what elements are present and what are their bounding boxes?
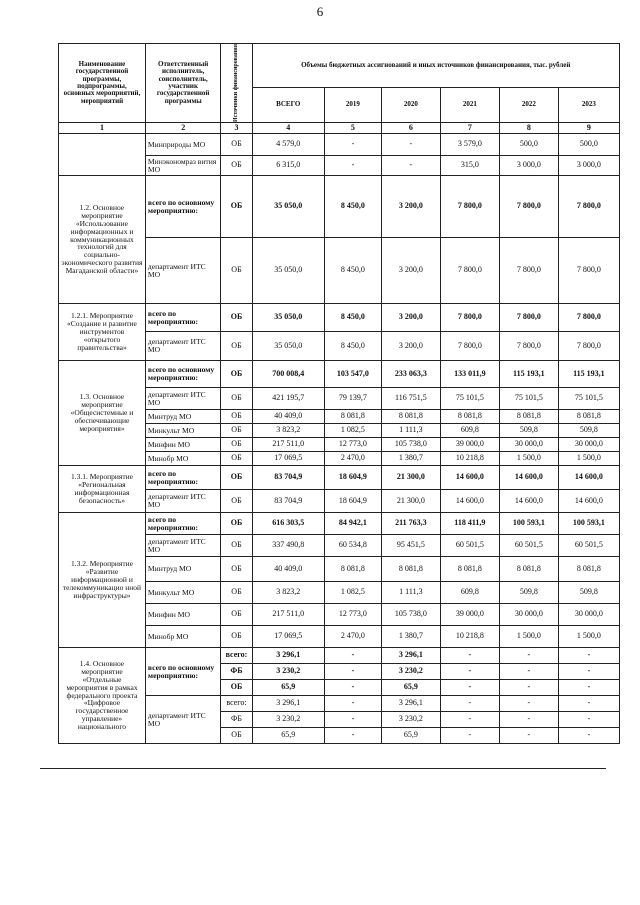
value-cell: 3 296,1 [252,696,324,712]
value-cell: 3 230,2 [252,712,324,728]
value-cell: 21 300,0 [381,466,440,490]
executor-cell: Минэкономраз вития МО [145,156,221,176]
header-year: 2020 [381,87,440,122]
value-cell: 1 500,0 [558,452,619,466]
column-index-cell: 2 [145,123,221,134]
value-cell: - [440,680,499,696]
value-cell: 14 600,0 [499,490,558,513]
executor-cell: департамент ИТС МО [145,490,221,513]
header-year: 2023 [558,87,619,122]
header-col-name: Наименование государственной программы, подпрограммы, основных мероприятий, мероприятий [59,44,146,123]
value-cell: - [558,680,619,696]
table-row [59,648,620,664]
value-cell: 2 470,0 [324,626,381,648]
value-cell: 116 751,5 [381,388,440,410]
value-cell: 3 296,1 [252,648,324,664]
header-col-executor: Ответственный исполнитель, соисполнитель, участник государственной программы [145,44,221,123]
header-year: 2021 [440,87,499,122]
source-cell: ОБ [221,604,252,626]
table-row [59,134,620,156]
value-cell: - [558,648,619,664]
value-cell: 40 409,0 [252,410,324,424]
value-cell: 95 451,5 [381,535,440,557]
value-cell: 6 315,0 [252,156,324,176]
activity-name-cell: 1.2.1. Мероприятие «Создание и развитие инструментов «открытого правительства» [59,304,146,361]
source-cell: ОБ [221,452,252,466]
value-cell: 83 704,9 [252,466,324,490]
value-cell: 1 380,7 [381,452,440,466]
source-cell: всего: [221,648,252,664]
source-cell: ОБ [221,466,252,490]
value-cell: 60 534,8 [324,535,381,557]
value-cell: 35 050,0 [252,304,324,332]
source-cell: ОБ [221,156,252,176]
page-number: 6 [316,4,324,19]
value-cell: 60 501,5 [499,535,558,557]
value-cell: 700 008,4 [252,361,324,388]
source-cell: ОБ [221,728,252,744]
value-cell: 8 081,8 [440,410,499,424]
value-cell: 609,8 [440,582,499,604]
value-cell: 105 738,0 [381,604,440,626]
activity-name-cell: 1.4. Основное мероприятие «Отдельные мероприятия в рамках федерального проекта «Цифровое государственное управление» национального [59,648,146,744]
source-cell: ОБ [221,513,252,535]
source-cell: ФБ [221,712,252,728]
value-cell: 39 000,0 [440,604,499,626]
source-cell: ФБ [221,664,252,680]
value-cell: 4 579,0 [252,134,324,156]
value-cell: 60 501,5 [440,535,499,557]
value-cell: 1 500,0 [499,452,558,466]
executor-cell: Минобр МО [145,452,221,466]
table-row [59,361,620,388]
value-cell: 21 300,0 [381,490,440,513]
value-cell: 609,8 [440,424,499,438]
value-cell: 3 579,0 [440,134,499,156]
value-cell: 500,0 [499,134,558,156]
value-cell: - [381,134,440,156]
value-cell: 3 200,0 [381,332,440,361]
column-index-cell: 5 [324,123,381,134]
executor-cell: всего по мероприятию: [145,304,221,332]
value-cell: 17 069,5 [252,626,324,648]
value-cell: 7 800,0 [558,304,619,332]
value-cell: 65,9 [381,680,440,696]
value-cell: 3 230,2 [381,712,440,728]
value-cell: - [324,156,381,176]
executor-cell: департамент ИТС МО [145,696,221,744]
value-cell: 7 800,0 [558,332,619,361]
value-cell: 65,9 [381,728,440,744]
source-cell: всего: [221,696,252,712]
value-cell: - [499,728,558,744]
value-cell: 8 081,8 [381,557,440,582]
header-col-source-text: Источники финансирования [233,44,240,122]
source-cell: ОБ [221,557,252,582]
value-cell: 103 547,0 [324,361,381,388]
value-cell: - [499,696,558,712]
source-cell: ОБ [221,626,252,648]
executor-cell: департамент ИТС МО [145,388,221,410]
value-cell: 7 800,0 [440,332,499,361]
header-col-source [221,44,252,123]
header-volumes: Объемы бюджетных ассигнований и иных источников финансирования, тыс. рублей [252,44,619,88]
source-cell: ОБ [221,680,252,696]
value-cell: 7 800,0 [499,332,558,361]
value-cell: - [499,648,558,664]
value-cell: 18 604,9 [324,466,381,490]
value-cell: 35 050,0 [252,332,324,361]
value-cell: 14 600,0 [558,466,619,490]
value-cell: - [440,648,499,664]
value-cell: 3 000,0 [499,156,558,176]
executor-cell: департамент ИТС МО [145,238,221,304]
header-year: 2022 [499,87,558,122]
value-cell: 7 800,0 [440,304,499,332]
executor-cell: департамент ИТС МО [145,332,221,361]
value-cell: 79 139,7 [324,388,381,410]
value-cell: 1 111,3 [381,424,440,438]
value-cell: - [324,648,381,664]
column-index-cell: 6 [381,123,440,134]
value-cell: 8 081,8 [499,410,558,424]
value-cell: 83 704,9 [252,490,324,513]
table-row [59,466,620,490]
value-cell: 315,0 [440,156,499,176]
value-cell: 8 450,0 [324,238,381,304]
value-cell: 115 193,1 [558,361,619,388]
value-cell: 10 218,8 [440,626,499,648]
executor-cell: всего по мероприятию: [145,513,221,535]
value-cell: 84 942,1 [324,513,381,535]
executor-cell: всего по основному мероприятию: [145,648,221,696]
value-cell: 7 800,0 [499,176,558,238]
activity-name-cell: 1.2. Основное мероприятие «Использование информационных и коммуникационных технологий для социально-экономического развития Магаданской области» [59,176,146,304]
executor-cell: всего по мероприятию: [145,466,221,490]
source-cell: ОБ [221,438,252,452]
value-cell: - [440,728,499,744]
value-cell: 118 411,9 [440,513,499,535]
executor-cell: всего по основному мероприятию: [145,361,221,388]
executor-cell: всего по основному мероприятию: [145,176,221,238]
value-cell: 60 501,5 [558,535,619,557]
value-cell: 3 230,2 [381,664,440,680]
value-cell: 500,0 [558,134,619,156]
value-cell: - [558,696,619,712]
value-cell: - [499,680,558,696]
value-cell: 10 218,8 [440,452,499,466]
value-cell: 65,9 [252,680,324,696]
value-cell: 3 200,0 [381,176,440,238]
value-cell: - [381,156,440,176]
executor-cell: Минфин МО [145,604,221,626]
source-cell: ОБ [221,238,252,304]
value-cell: - [324,696,381,712]
value-cell: - [499,664,558,680]
value-cell: 3 296,1 [381,696,440,712]
value-cell: 14 600,0 [558,490,619,513]
value-cell: 40 409,0 [252,557,324,582]
value-cell: - [440,664,499,680]
value-cell: 115 193,1 [499,361,558,388]
value-cell: 35 050,0 [252,238,324,304]
value-cell: 509,8 [558,582,619,604]
value-cell: 14 600,0 [440,466,499,490]
value-cell: 14 600,0 [499,466,558,490]
value-cell: 616 303,5 [252,513,324,535]
value-cell: 8 081,8 [381,410,440,424]
value-cell: 75 101,5 [558,388,619,410]
executor-cell: Минтруд МО [145,557,221,582]
value-cell: 100 593,1 [499,513,558,535]
value-cell: - [324,680,381,696]
executor-cell: Минприроды МО [145,134,221,156]
table-row [59,304,620,332]
value-cell: - [324,712,381,728]
value-cell: 211 763,3 [381,513,440,535]
value-cell: 8 450,0 [324,332,381,361]
value-cell: 7 800,0 [440,238,499,304]
column-index-cell: 7 [440,123,499,134]
value-cell: - [499,712,558,728]
column-index-cell: 9 [558,123,619,134]
value-cell: 7 800,0 [558,176,619,238]
value-cell: 8 081,8 [440,557,499,582]
value-cell: 3 200,0 [381,304,440,332]
header-year: ВСЕГО [252,87,324,122]
value-cell: 100 593,1 [558,513,619,535]
value-cell: 8 450,0 [324,176,381,238]
value-cell: - [558,664,619,680]
value-cell: 217 511,0 [252,604,324,626]
value-cell: 7 800,0 [499,238,558,304]
value-cell: 217 511,0 [252,438,324,452]
source-cell: ОБ [221,410,252,424]
value-cell: 30 000,0 [499,604,558,626]
value-cell: 17 069,5 [252,452,324,466]
source-cell: ОБ [221,490,252,513]
value-cell: 3 230,2 [252,664,324,680]
value-cell: 3 296,1 [381,648,440,664]
value-cell: 7 800,0 [558,238,619,304]
value-cell: 65,9 [252,728,324,744]
activity-name-cell: 1.3.1. Мероприятие «Региональная информационная безопасность» [59,466,146,513]
value-cell: 1 500,0 [558,626,619,648]
source-cell: ОБ [221,582,252,604]
executor-cell: Минкульт МО [145,582,221,604]
source-cell: ОБ [221,388,252,410]
value-cell: 233 063,3 [381,361,440,388]
value-cell: - [324,134,381,156]
value-cell: 421 195,7 [252,388,324,410]
value-cell: 8 081,8 [324,557,381,582]
source-cell: ОБ [221,176,252,238]
value-cell: 30 000,0 [499,438,558,452]
value-cell: - [440,696,499,712]
value-cell: 7 800,0 [499,304,558,332]
value-cell: 30 000,0 [558,438,619,452]
budget-table [58,43,620,744]
value-cell: 133 011,9 [440,361,499,388]
source-cell: ОБ [221,535,252,557]
header-year: 2019 [324,87,381,122]
value-cell: - [324,664,381,680]
value-cell: 3 000,0 [558,156,619,176]
value-cell: 8 081,8 [324,410,381,424]
value-cell: - [440,712,499,728]
table-row [59,176,620,238]
value-cell: 509,8 [499,582,558,604]
value-cell: 3 823,2 [252,424,324,438]
value-cell: 1 111,3 [381,582,440,604]
value-cell: 509,8 [499,424,558,438]
value-cell: 8 081,8 [499,557,558,582]
value-cell: 39 000,0 [440,438,499,452]
activity-name-cell [59,134,146,176]
value-cell: 8 450,0 [324,304,381,332]
value-cell: 1 082,5 [324,582,381,604]
column-index-row [59,123,620,134]
value-cell: - [558,712,619,728]
column-index-cell: 1 [59,123,146,134]
value-cell: 105 738,0 [381,438,440,452]
value-cell: 8 081,8 [558,557,619,582]
value-cell: 3 200,0 [381,238,440,304]
column-index-cell: 4 [252,123,324,134]
value-cell: 3 823,2 [252,582,324,604]
value-cell: 509,8 [558,424,619,438]
activity-name-cell: 1.3.2. Мероприятие «Развитие информационной и телекоммуникацио нной инфраструктуры» [59,513,146,648]
value-cell: 7 800,0 [440,176,499,238]
value-cell: 12 773,0 [324,604,381,626]
executor-cell: Минфин МО [145,438,221,452]
value-cell: 18 604,9 [324,490,381,513]
executor-cell: департамент ИТС МО [145,535,221,557]
value-cell: - [324,728,381,744]
value-cell: 14 600,0 [440,490,499,513]
value-cell: 8 081,8 [558,410,619,424]
value-cell: 75 101,5 [499,388,558,410]
value-cell: 12 773,0 [324,438,381,452]
table-row [59,513,620,535]
column-index-cell: 8 [499,123,558,134]
activity-name-cell: 1.3. Основное мероприятие «Общесистемные и обеспечивающие мероприятия» [59,361,146,466]
value-cell: 1 380,7 [381,626,440,648]
value-cell: 30 000,0 [558,604,619,626]
value-cell: - [558,728,619,744]
value-cell: 1 082,5 [324,424,381,438]
source-cell: ОБ [221,134,252,156]
source-cell: ОБ [221,361,252,388]
value-cell: 75 101,5 [440,388,499,410]
bottom-rule [40,768,606,769]
value-cell: 35 050,0 [252,176,324,238]
value-cell: 2 470,0 [324,452,381,466]
executor-cell: Минкульт МО [145,424,221,438]
source-cell: ОБ [221,424,252,438]
value-cell: 337 490,8 [252,535,324,557]
source-cell: ОБ [221,332,252,361]
source-cell: ОБ [221,304,252,332]
column-index-cell: 3 [221,123,252,134]
executor-cell: Минтруд МО [145,410,221,424]
value-cell: 1 500,0 [499,626,558,648]
executor-cell: Минобр МО [145,626,221,648]
